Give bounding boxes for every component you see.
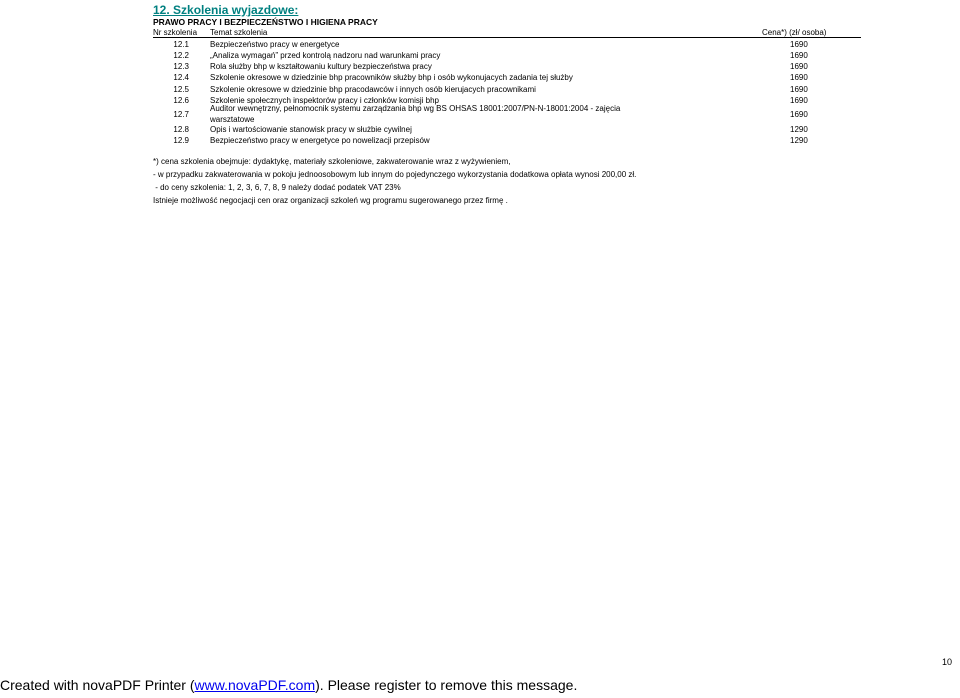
row-topic: Szkolenie społecznych inspektorów pracy i członków komisji bhp [210, 96, 439, 105]
page-number: 10 [941, 657, 952, 667]
row-topic: Opis i wartościowanie stanowisk pracy w służbie cywilnej [210, 125, 412, 134]
row-nr: 12.7 [173, 110, 189, 119]
row-topic: Auditor wewnętrzny, pełnomocnik systemu zarządzania bhp wg BS OHSAS 18001:2007/PN-N-18001:2004 - zajęcia [210, 104, 621, 113]
row-price: 1690 [790, 73, 808, 82]
row-nr: 12.3 [173, 62, 189, 71]
header-divider [153, 37, 861, 38]
row-topic-continued: warsztatowe [210, 115, 255, 124]
row-topic: „Analiza wymagań” przed kontrolą nadzoru nad warunkami pracy [210, 51, 441, 60]
row-price: 1290 [790, 125, 808, 134]
note-line: Istnieje możliwość negocjacji cen oraz organizacji szkoleń wg programu sugerowanego przez firmę . [153, 196, 508, 205]
note-line: *) cena szkolenia obejmuje: dydaktykę, materiały szkoleniowe, zakwaterowanie wraz z wyżywieniem, [153, 157, 511, 166]
row-topic: Rola służby bhp w kształtowaniu kultury bezpieczeństwa pracy [210, 62, 432, 71]
footer-prefix: Created with novaPDF Printer ( [0, 677, 195, 693]
row-price: 1290 [790, 136, 808, 145]
row-price: 1690 [790, 85, 808, 94]
row-price: 1690 [790, 51, 808, 60]
note-line: - do ceny szkolenia: 1, 2, 3, 6, 7, 8, 9 należy dodać podatek VAT 23% [153, 183, 401, 192]
row-nr: 12.2 [173, 51, 189, 60]
row-nr: 12.5 [173, 85, 189, 94]
section-subtitle: PRAWO PRACY I BEZPIECZEŃSTWO I HIGIENA PRACY [153, 17, 378, 27]
header-price: Cena*) (zł/ osoba) [762, 28, 827, 37]
row-price: 1690 [790, 110, 808, 119]
row-nr: 12.9 [173, 136, 189, 145]
row-price: 1690 [790, 96, 808, 105]
row-nr: 12.8 [173, 125, 189, 134]
row-topic: Szkolenie okresowe w dziedzinie bhp pracodawców i innych osób kierujacych pracownikami [210, 85, 536, 94]
header-topic: Temat szkolenia [210, 28, 268, 37]
watermark-footer [0, 677, 577, 693]
footer-suffix: ). Please register to remove this message. [315, 677, 578, 693]
row-topic: Bezpieczeństwo pracy w energetyce po nowelizacji przepisów [210, 136, 430, 145]
row-topic: Bezpieczeństwo pracy w energetyce [210, 40, 340, 49]
price-notes [153, 155, 636, 207]
row-nr: 12.6 [173, 96, 189, 105]
header-nr: Nr szkolenia [153, 28, 198, 37]
footer-link[interactable]: www.novaPDF.com [194, 677, 316, 693]
row-price: 1690 [790, 62, 808, 71]
note-line: - w przypadku zakwaterowania w pokoju jednoosobowym lub innym do pojedynczego wykorzystania dodatkowa opłata wynosi 200,00 zł. [153, 170, 637, 179]
row-nr: 12.4 [173, 73, 189, 82]
section-title: 12. Szkolenia wyjazdowe: [153, 3, 299, 17]
row-price: 1690 [790, 40, 808, 49]
row-topic: Szkolenie okresowe w dziedzinie bhp pracowników służby bhp i osób wykonujacych zadania tej służby [210, 73, 573, 82]
row-nr: 12.1 [173, 40, 189, 49]
